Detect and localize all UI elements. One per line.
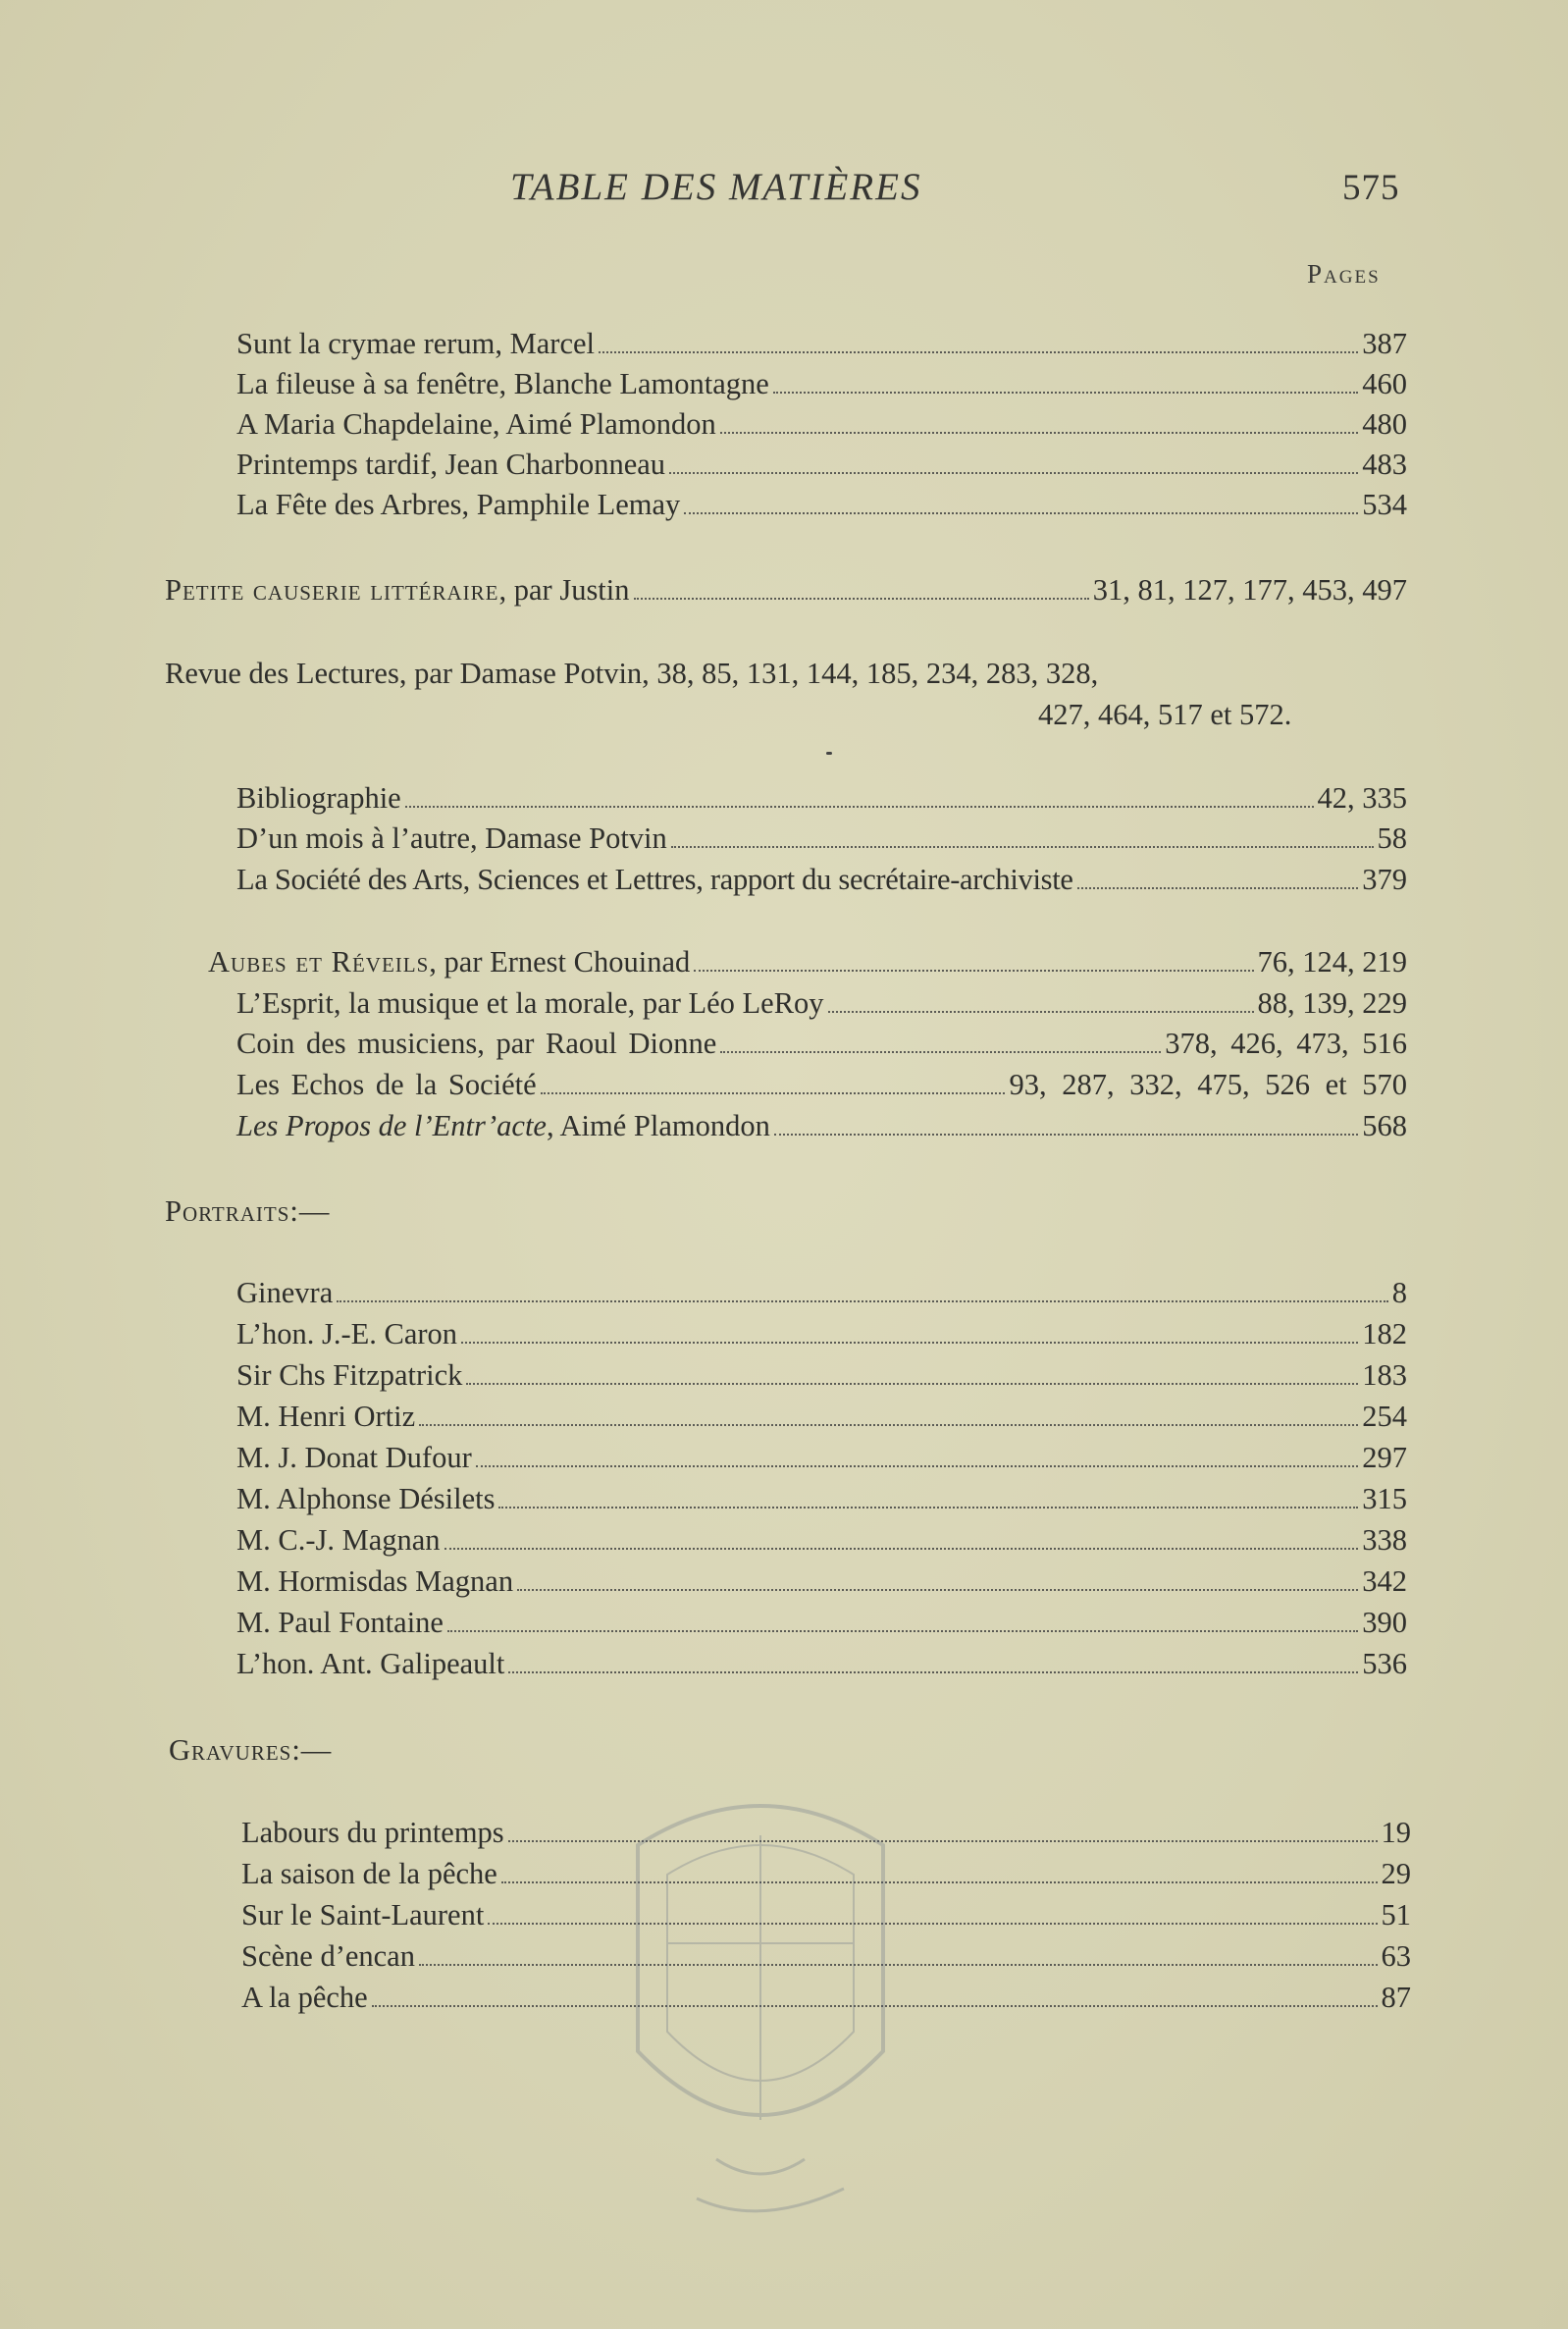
library-stamp-watermark — [599, 1727, 922, 2238]
toc-entry-label: M. Henri Ortiz — [236, 1400, 416, 1433]
dot-leader — [476, 1464, 1359, 1467]
dot-leader — [774, 1133, 1358, 1136]
toc-entry-pages: 51 — [1381, 1898, 1411, 1932]
toc-entry — [236, 364, 1407, 403]
toc-entry — [236, 1644, 1407, 1683]
toc-entry — [236, 1520, 1407, 1560]
toc-entry-pages: 93, 287, 332, 475, 526 et 570 — [1009, 1068, 1407, 1101]
toc-entry — [236, 1479, 1407, 1518]
toc-entry-pages: 387 — [1362, 327, 1407, 360]
section-heading: Aubes et Réveils — [208, 945, 430, 979]
toc-entry-pages: 536 — [1362, 1647, 1407, 1680]
toc-entry-pages: 483 — [1362, 448, 1407, 481]
toc-entry-aubes — [208, 942, 1407, 981]
toc-entry-pages: 297 — [1362, 1441, 1407, 1474]
dot-leader — [773, 391, 1358, 394]
toc-entry — [236, 1438, 1407, 1477]
toc-entry — [236, 983, 1407, 1023]
dot-leader — [447, 1629, 1358, 1632]
dot-leader — [508, 1670, 1358, 1673]
dot-leader — [720, 431, 1358, 434]
dot-leader — [541, 1091, 1006, 1094]
toc-entry-label: M. J. Donat Dufour — [236, 1441, 472, 1474]
toc-entry-label: A Maria Chapdelaine, Aimé Plamondon — [236, 407, 716, 441]
dot-leader — [599, 350, 1358, 353]
dot-leader — [517, 1588, 1358, 1591]
toc-entry-pages: 390 — [1362, 1606, 1407, 1639]
dot-leader — [444, 1547, 1359, 1550]
toc-entry-pages: 182 — [1362, 1317, 1407, 1350]
toc-entry-pages: 460 — [1362, 367, 1407, 400]
toc-entry-label: Sir Chs Fitzpatrick — [236, 1358, 463, 1392]
toc-entry — [236, 1355, 1407, 1395]
toc-entry-label: M. Hormisdas Magnan — [236, 1564, 514, 1598]
toc-entry-label: Sunt la crymae rerum, Marcel — [236, 327, 596, 360]
dot-leader — [669, 471, 1358, 474]
toc-entry-pages: 338 — [1362, 1523, 1407, 1557]
toc-entry-label: M. Alphonse Désilets — [236, 1482, 496, 1515]
dot-leader — [634, 597, 1089, 600]
toc-entry-pages: 76, 124, 219 — [1257, 945, 1407, 979]
dot-leader — [337, 1299, 1388, 1302]
toc-entry-label: Coin des musiciens, par Raoul Dionne — [236, 1027, 717, 1060]
toc-entry — [236, 1024, 1407, 1063]
dot-leader — [466, 1382, 1358, 1385]
toc-entry-pages: 568 — [1362, 1109, 1407, 1142]
toc-entry — [236, 485, 1407, 524]
toc-entry-pages: 480 — [1362, 407, 1407, 441]
toc-entry-label: Ginevra — [236, 1276, 334, 1309]
toc-entry-revue-line1 — [165, 654, 1098, 693]
toc-entry-pages: 8 — [1391, 1276, 1407, 1309]
toc-entry-label: Bibliographie — [236, 781, 401, 815]
toc-entry-pages: 31, 81, 127, 177, 453, 497 — [1092, 573, 1407, 607]
print-speck — [826, 752, 832, 755]
toc-entry-causerie — [165, 570, 1407, 609]
toc-entry-pages: 19 — [1381, 1816, 1411, 1849]
section-heading-gravures: Gravures:— — [169, 1733, 333, 1767]
toc-entry-pages: 534 — [1362, 488, 1407, 521]
dot-leader — [828, 1010, 1254, 1013]
dot-leader — [419, 1423, 1358, 1426]
toc-entry-label: , Aimé Plamondon — [546, 1109, 770, 1142]
toc-entry-pages: 42, 335 — [1317, 781, 1407, 815]
toc-entry-label: L’hon. Ant. Galipeault — [236, 1647, 505, 1680]
toc-entry-label: Les Echos de la Société — [236, 1068, 537, 1101]
toc-entry-label: Printemps tardif, Jean Charbonneau — [236, 448, 666, 481]
toc-entry-label: Scène d’encan — [241, 1939, 415, 1973]
toc-entry-label: La saison de la pêche — [241, 1857, 497, 1890]
toc-entry-pages: 378, 426, 473, 516 — [1165, 1027, 1407, 1060]
toc-entry-pages: 342 — [1362, 1564, 1407, 1598]
toc-entry-label: L’Esprit, la musique et la morale, par Léo LeRoy — [236, 986, 824, 1020]
toc-entry-label: L’hon. J.-E. Caron — [236, 1317, 458, 1350]
toc-entry-label: , par Ernest Chouinad — [429, 945, 691, 979]
dot-leader — [671, 845, 1374, 848]
toc-entry — [236, 1397, 1407, 1436]
toc-entry-label: La Fête des Arbres, Pamphile Lemay — [236, 488, 681, 521]
dot-leader — [405, 805, 1314, 808]
toc-entry-pages: 63 — [1381, 1939, 1411, 1973]
toc-entry-label: , par Damase Potvin, 38, 85, 131, 144, 185, 234, 283, 328, — [398, 657, 1099, 690]
toc-entry — [236, 445, 1407, 484]
toc-entry-label: La Société des Arts, Sciences et Lettres, rapport du secrétaire-archiviste — [236, 863, 1073, 896]
toc-entry — [236, 1314, 1407, 1353]
toc-entry-pages: 29 — [1381, 1857, 1411, 1890]
toc-entry-pages: 88, 139, 229 — [1257, 986, 1407, 1020]
toc-entry — [236, 404, 1407, 444]
dot-leader — [498, 1506, 1358, 1509]
toc-entry-label: La fileuse à sa fenêtre, Blanche Lamontagne — [236, 367, 769, 400]
toc-entry-propos — [236, 1106, 1407, 1145]
toc-entry — [236, 1065, 1407, 1104]
toc-entry-pages: 87 — [1381, 1981, 1411, 2014]
section-heading-portraits: Portraits:— — [165, 1194, 331, 1228]
dot-leader — [1077, 886, 1359, 889]
toc-entry — [236, 778, 1407, 818]
toc-entry-pages: 58 — [1377, 821, 1407, 855]
running-title: TABLE DES MATIÈRES — [510, 166, 922, 208]
pages-column-label: Pages — [1307, 259, 1381, 289]
toc-entry-label: M. Paul Fontaine — [236, 1606, 444, 1639]
dot-leader — [720, 1050, 1161, 1053]
toc-entry-label: A la pêche — [241, 1981, 368, 2014]
dot-leader — [684, 511, 1358, 514]
page-number: 575 — [1342, 168, 1400, 208]
toc-entry — [236, 819, 1407, 858]
toc-entry-label: Labours du printemps — [241, 1816, 504, 1849]
toc-entry — [236, 860, 1407, 899]
dot-leader — [461, 1341, 1358, 1344]
toc-entry-pages: 379 — [1362, 863, 1407, 896]
section-heading: Petite causerie littéraire — [165, 573, 499, 607]
toc-entry-label: D’un mois à l’autre, Damase Potvin — [236, 821, 667, 855]
dot-leader — [694, 969, 1253, 972]
toc-entry-label: M. C.-J. Magnan — [236, 1523, 441, 1557]
toc-entry — [236, 1603, 1407, 1642]
toc-entry-label: Sur le Saint-Laurent — [241, 1898, 485, 1932]
toc-entry-revue-line2: 427, 464, 517 et 572. — [1038, 698, 1292, 731]
toc-entry-italic-title: Les Propos de l’Entr’acte — [236, 1109, 547, 1142]
section-heading: Revue des Lectures — [165, 657, 399, 690]
toc-entry — [236, 324, 1407, 363]
toc-entry-label: , par Justin — [498, 573, 630, 607]
toc-entry — [236, 1561, 1407, 1601]
toc-entry-pages: 315 — [1362, 1482, 1407, 1515]
toc-entry-pages: 254 — [1362, 1400, 1407, 1433]
toc-entry — [236, 1273, 1407, 1312]
toc-entry-pages: 183 — [1362, 1358, 1407, 1392]
